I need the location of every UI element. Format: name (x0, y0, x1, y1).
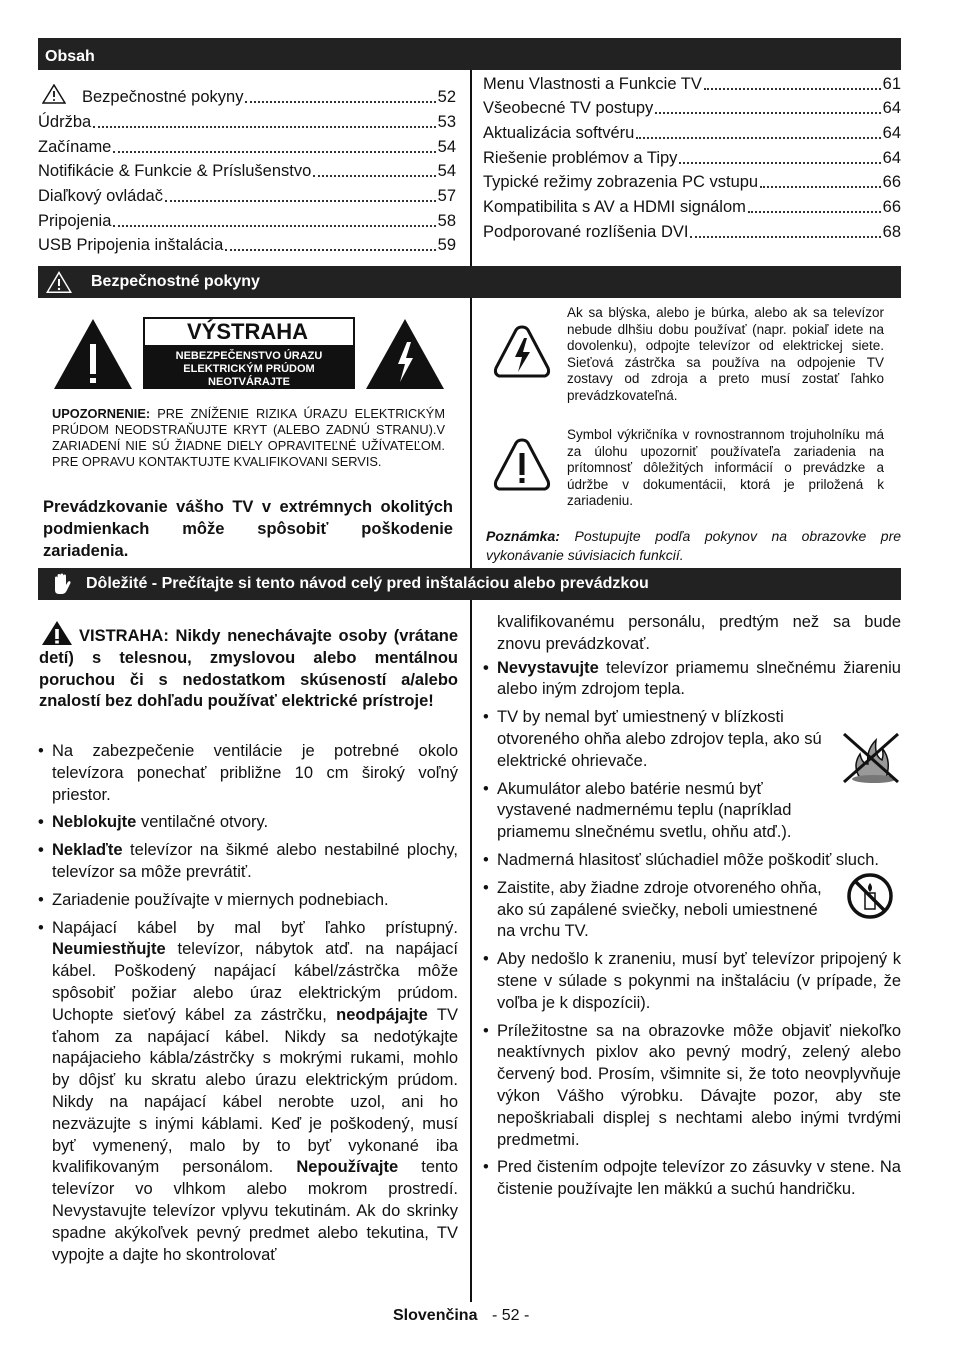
toc-item[interactable]: Menu Vlastnosti a Funkcie TV 61 (483, 75, 901, 93)
warning-triangle-icon (45, 270, 73, 294)
important-divider (470, 600, 472, 1302)
toc-item[interactable]: Pripojenia 58 (38, 212, 456, 230)
warning-title: VÝSTRAHA (143, 317, 355, 347)
toc-item[interactable]: Podporované rozlíšenia DVI 68 (483, 223, 901, 241)
toc-item[interactable]: Začíname 54 (38, 138, 456, 156)
no-fire-icon (836, 726, 906, 786)
list-item: • Neklaďte televízor na šikmé alebo nestabilné plochy, televízor sa môže prevrátiť. (38, 841, 458, 881)
list-item: • Príležitostne sa na obrazovke môže objaviť niekoľko neaktívnych pixlov ako pevný modrý, zelený alebo červený bod. Prosím, všimnite si, že toto neovplyvňuje výkon Vášho výrobku. Dávajte pozor, aby ste nepoškriabali displej s nechtami alebo inými tvrdými predmetmi. (483, 1021, 901, 1149)
important-left-list (38, 741, 458, 1272)
caution-text: UPOZORNENIE: PRE ZNÍŽENIE RIZIKA ÚRAZU ELEKTRICKÝM PRÚDOM NEODSTRAŇUJTE KRYT (ALEBO ZADNÚ STRANU).V ZARIADENÍ NIE SÚ ŽIADNE DIELY OPRAVITEĽNÉ UŽÍVATEĽOM. PRE OPRAVU KONTAKTUJTE KVALIFIKOVANI SERVIS. (52, 406, 445, 469)
list-item: kvalifikovanému personálu, predtým než sa bude znovu prevádzkovať. (497, 613, 901, 653)
lightning-circle-icon (492, 324, 552, 384)
list-item: • Aby nedošlo k zraneniu, musí byť televízor pripojený k stene v súlade s pokynmi na inštaláciu (v prípade, že voľba je k dispozícii). (483, 950, 901, 1012)
vistraha-text: VISTRAHA: Nikdy nenechávajte osoby (vrátane detí) s telesnou, zmyslovou alebo mentálnou poruchou či s nedostatkom skúseností a/alebo znalostí bez dohľadu používať elektrické prístroje! (39, 627, 458, 711)
toc-item[interactable]: Diaľkový ovládač 57 (38, 187, 456, 205)
toc-item[interactable]: Typické režimy zobrazenia PC vstupu 66 (483, 173, 901, 191)
important-right-list (483, 612, 901, 1207)
toc-item[interactable]: Riešenie problémov a Tipy 64 (483, 149, 901, 167)
warning-triangle-icon (42, 84, 66, 104)
extreme-conditions-text: Prevádzkovanie vášho TV v extrémnych okolitých podmienkach môže spôsobiť poškodenie zariadenia. (43, 498, 453, 560)
hand-icon (52, 573, 72, 595)
lightning-text: Ak sa blýska, alebo je búrka, alebo ak sa televízor nebude dlhšiu dobu používať (napr. pokiaľ idete na dovolenku), odpojte televízor od elektrickej siete. Sieťová zástrčka sa používa na odpojenie TV zostavy od zdroja a preto musí zostať ľahko prevádzkovateľná. (567, 305, 884, 403)
toc-item[interactable]: Údržba 53 (38, 113, 456, 131)
toc-divider (470, 70, 472, 266)
lightning-triangle-icon (365, 318, 445, 390)
list-item: • Nevystavujte televízor priamemu slnečnému žiareniu alebo iným zdrojom tepla. (483, 658, 901, 699)
list-item: • Zaistite, aby žiadne zdroje otvoreného ohňa, ako sú zapálené sviečky, neboli umiestnené na vrchu TV. (483, 878, 822, 941)
safety-divider (470, 298, 472, 568)
exclamation-circle-icon (492, 437, 552, 493)
important-header: Dôležité - Prečítajte si tento návod celý pred inštaláciou alebo prevádzkou (38, 568, 901, 600)
toc-item[interactable]: Kompatibilita s AV a HDMI signálom 66 (483, 198, 901, 216)
page-footer: Slovenčina - 52 - (393, 1307, 530, 1324)
no-candle-icon (846, 871, 894, 921)
list-item: • Na zabezpečenie ventilácie je potrebné okolo televízora ponechať približne 10 cm široký voľný priestor. (38, 742, 458, 804)
list-item: • Neblokujte ventilačné otvory. (38, 813, 269, 832)
list-item: • Akumulátor alebo batérie nesmú byť vystavené nadmernému teplu (napríklad priamemu slnečnému svetlu, ohňu atď.). (483, 779, 792, 842)
list-item: • Nadmerná hlasitosť slúchadiel môže poškodiť sluch. (483, 850, 879, 869)
toc-item[interactable]: Aktualizácia softvéru 64 (483, 124, 901, 142)
toc-item[interactable]: Bezpečnostné pokyny 52 (82, 88, 456, 106)
exclamation-text: Symbol výkričníka v rovnostrannom trojuholníku má za úlohu upozorniť používateľa zariadenia na prítomnosť dôležitých informácií o prevádzke a údržbe v dokumentácii, ktorá je priložená k zariadeniu. (567, 427, 884, 508)
list-item: • Napájací kábel by mal byť ľahko prístupný. Neumiestňujte televízor, nábytok atď. na napájací kábel. Poškodený napájací kábel/zástrčka môže spôsobiť požiar alebo úraz elektrickým prúdom. Uchopte sieťový kábel za zástrčku, neodpájajte TV ťahom za napájací kábel. Nikdy sa nedotýkajte napájacieho kábla/zástrčky s mokrými rukami, mohlo by dôjsť ku skratu alebo úrazu elektrickým prúdom. Nikdy na napájací kábel nerobte uzol, ani ho nezväzujte s inými káblami. Keď je poškodený, musí byť vymenený, malo by to byť vykonané iba kvalifikovaným personálom. Nepoužívajte tento televízor vo vlhkom alebo mokrom prostredí. Nevystavujte televízor vplyvu tekutinám. Ak do skrinky spadne akýkoľvek pevný predmet alebo tekutina, TV vypojte a dajte ho skontrolovať (38, 918, 458, 1264)
list-item: • TV by nemal byť umiestnený v blízkosti otvoreného ohňa alebo zdrojov tepla, ako sú elektrické ohrievače. (483, 708, 822, 770)
toc-item[interactable]: Všeobecné TV postupy 64 (483, 99, 901, 117)
toc-item[interactable]: USB Pripojenia inštalácia 59 (38, 236, 456, 254)
list-item: • Pred čistením odpojte televízor zo zásuvky v stene. Na čistenie používajte len mäkkú a suchú handričku. (483, 1158, 901, 1199)
toc-header: Obsah (38, 38, 901, 70)
toc-item[interactable]: Notifikácie & Funkcie & Príslušenstvo 54 (38, 162, 456, 180)
warning-label: NEBEZPEČENSTVO ÚRAZU ELEKTRICKÝM PRÚDOM NEOTVÁRAJTE (143, 347, 355, 389)
note-text: Poznámka: Postupujte podľa pokynov na obrazovke pre vykonávanie súvisiacich funkcií. (486, 528, 902, 563)
list-item: • Zariadenie používajte v miernych podnebiach. (38, 890, 389, 909)
safety-header: Bezpečnostné pokyny (38, 266, 901, 298)
exclamation-triangle-icon (53, 318, 133, 390)
